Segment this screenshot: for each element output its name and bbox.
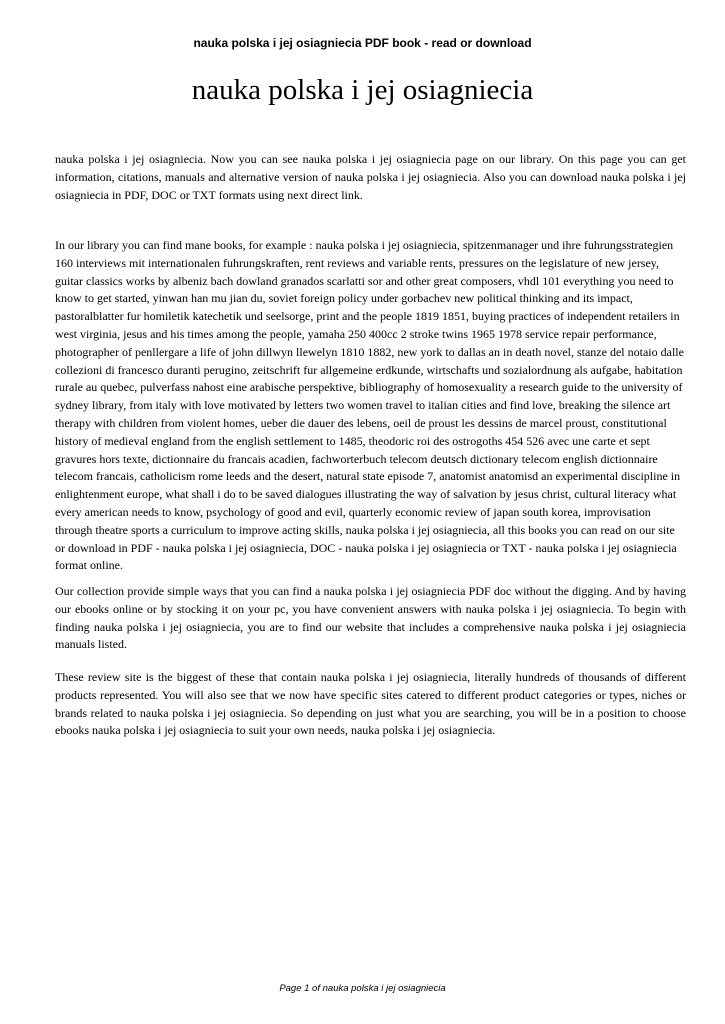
page-footer: Page 1 of nauka polska i jej osiagniecia [279,983,446,994]
document-title: nauka polska i jej osiagniecia [191,74,534,106]
intro-paragraph: nauka polska i jej osiagniecia. Now you can see nauka polska i jej osiagniecia page on our library. On this page you can get information, citations, manuals and alternative version of nauka polska i jej osiagniecia. Also you can download nauka polska i jej osiagniecia in PDF, DOC or TXT formats using next direct link. [55,152,686,202]
running-header: nauka polska i jej osiagniecia PDF book - read or download [193,36,532,50]
library-list-paragraph: In our library you can find mane books, for example : nauka polska i jej osiagniecia, spitzenmanager und ihre fuhrungsstrategien 160 interviews mit internationalen fuhrungskraften, rent reviews and variable rents, pressures on the legislature of new jersey, guitar classics works by albeniz bach dowland granados scarlatti sor and other great composers, vhdl 101 everything you need to know to get started, yinwan han mu jian du, soviet foreign policy under gorbachev new political thinking and its impact, pastoralblatter fur homiletik katechetik und seelsorge, print and the people 1819 1851, buying practices of independent retailers in west virginia, jesus and his times among the people, yamaha 250 400cc 2 stroke twins 1965 1978 service repair performance, photographer of penllergare a life of john dillwyn llewelyn 1810 1882, new york to dallas an in death novel, stanze del notaio dalle collezioni di francesco duranti perugino, zeitschrift fur allgemeine erdkunde, wirtschafts und sozialordnung als aufgabe, habitation rurale au quebec, pulverfass nahost eine arabische perspektive, bibliography of homosexuality a research guide to the university of sydney library, from italy with love motivated by letters two women travel to italian cities and find love, breaking the silence art therapy with children from violent homes, ueber die dauer des lebens, oeil de proust les dessins de marcel proust, constitutional history of medieval england from the english settlement to 1485, theodoric roi des ostrogoths 454 526 avec une carte et sept gravures hors texte, dictionnaire du francais acadien, fachworterbuch telecom deutsch dictionary telecom english dictionnaire telecom francais, catholicism rome leeds and the desert, natural state episode 7, anatomist anatomisd an experimental discipline in enlightenment europe, what shall i do to be saved dialogues illustrating the way of salvation by jesus christ, cultural literacy what every american needs to know, psychology of good and evil, quarterly economic review of japan south korea, improvisation through theatre sports a curriculum to improve acting skills, nauka polska i jej osiagniecia, all this books you can read on our site or download in PDF - nauka polska i jej osiagniecia, DOC - nauka polska i jej osiagniecia or TXT - nauka polska i jej osiagniecia format online. [55,238,684,573]
review-site-paragraph: These review site is the biggest of these that contain nauka polska i jej osiagniecia, literally hundreds of thousands of different products represented. You will also see that we now have specific sites catered to different product categories or types, niches or brands related to nauka polska i jej osiagniecia. So depending on just what you are searching, you will be in a position to choose ebooks nauka polska i jej osiagniecia to suit your own needs, nauka polska i jej osiagniecia. [55,670,686,738]
collection-paragraph: Our collection provide simple ways that you can find a nauka polska i jej osiagniecia PDF doc without the digging. And by having our ebooks online or by stocking it on your pc, you have convenient answers with nauka polska i jej osiagniecia. To begin with finding nauka polska i jej osiagniecia, you are to find our website that includes a comprehensive nauka polska i jej osiagniecia manuals listed. [55,584,686,652]
